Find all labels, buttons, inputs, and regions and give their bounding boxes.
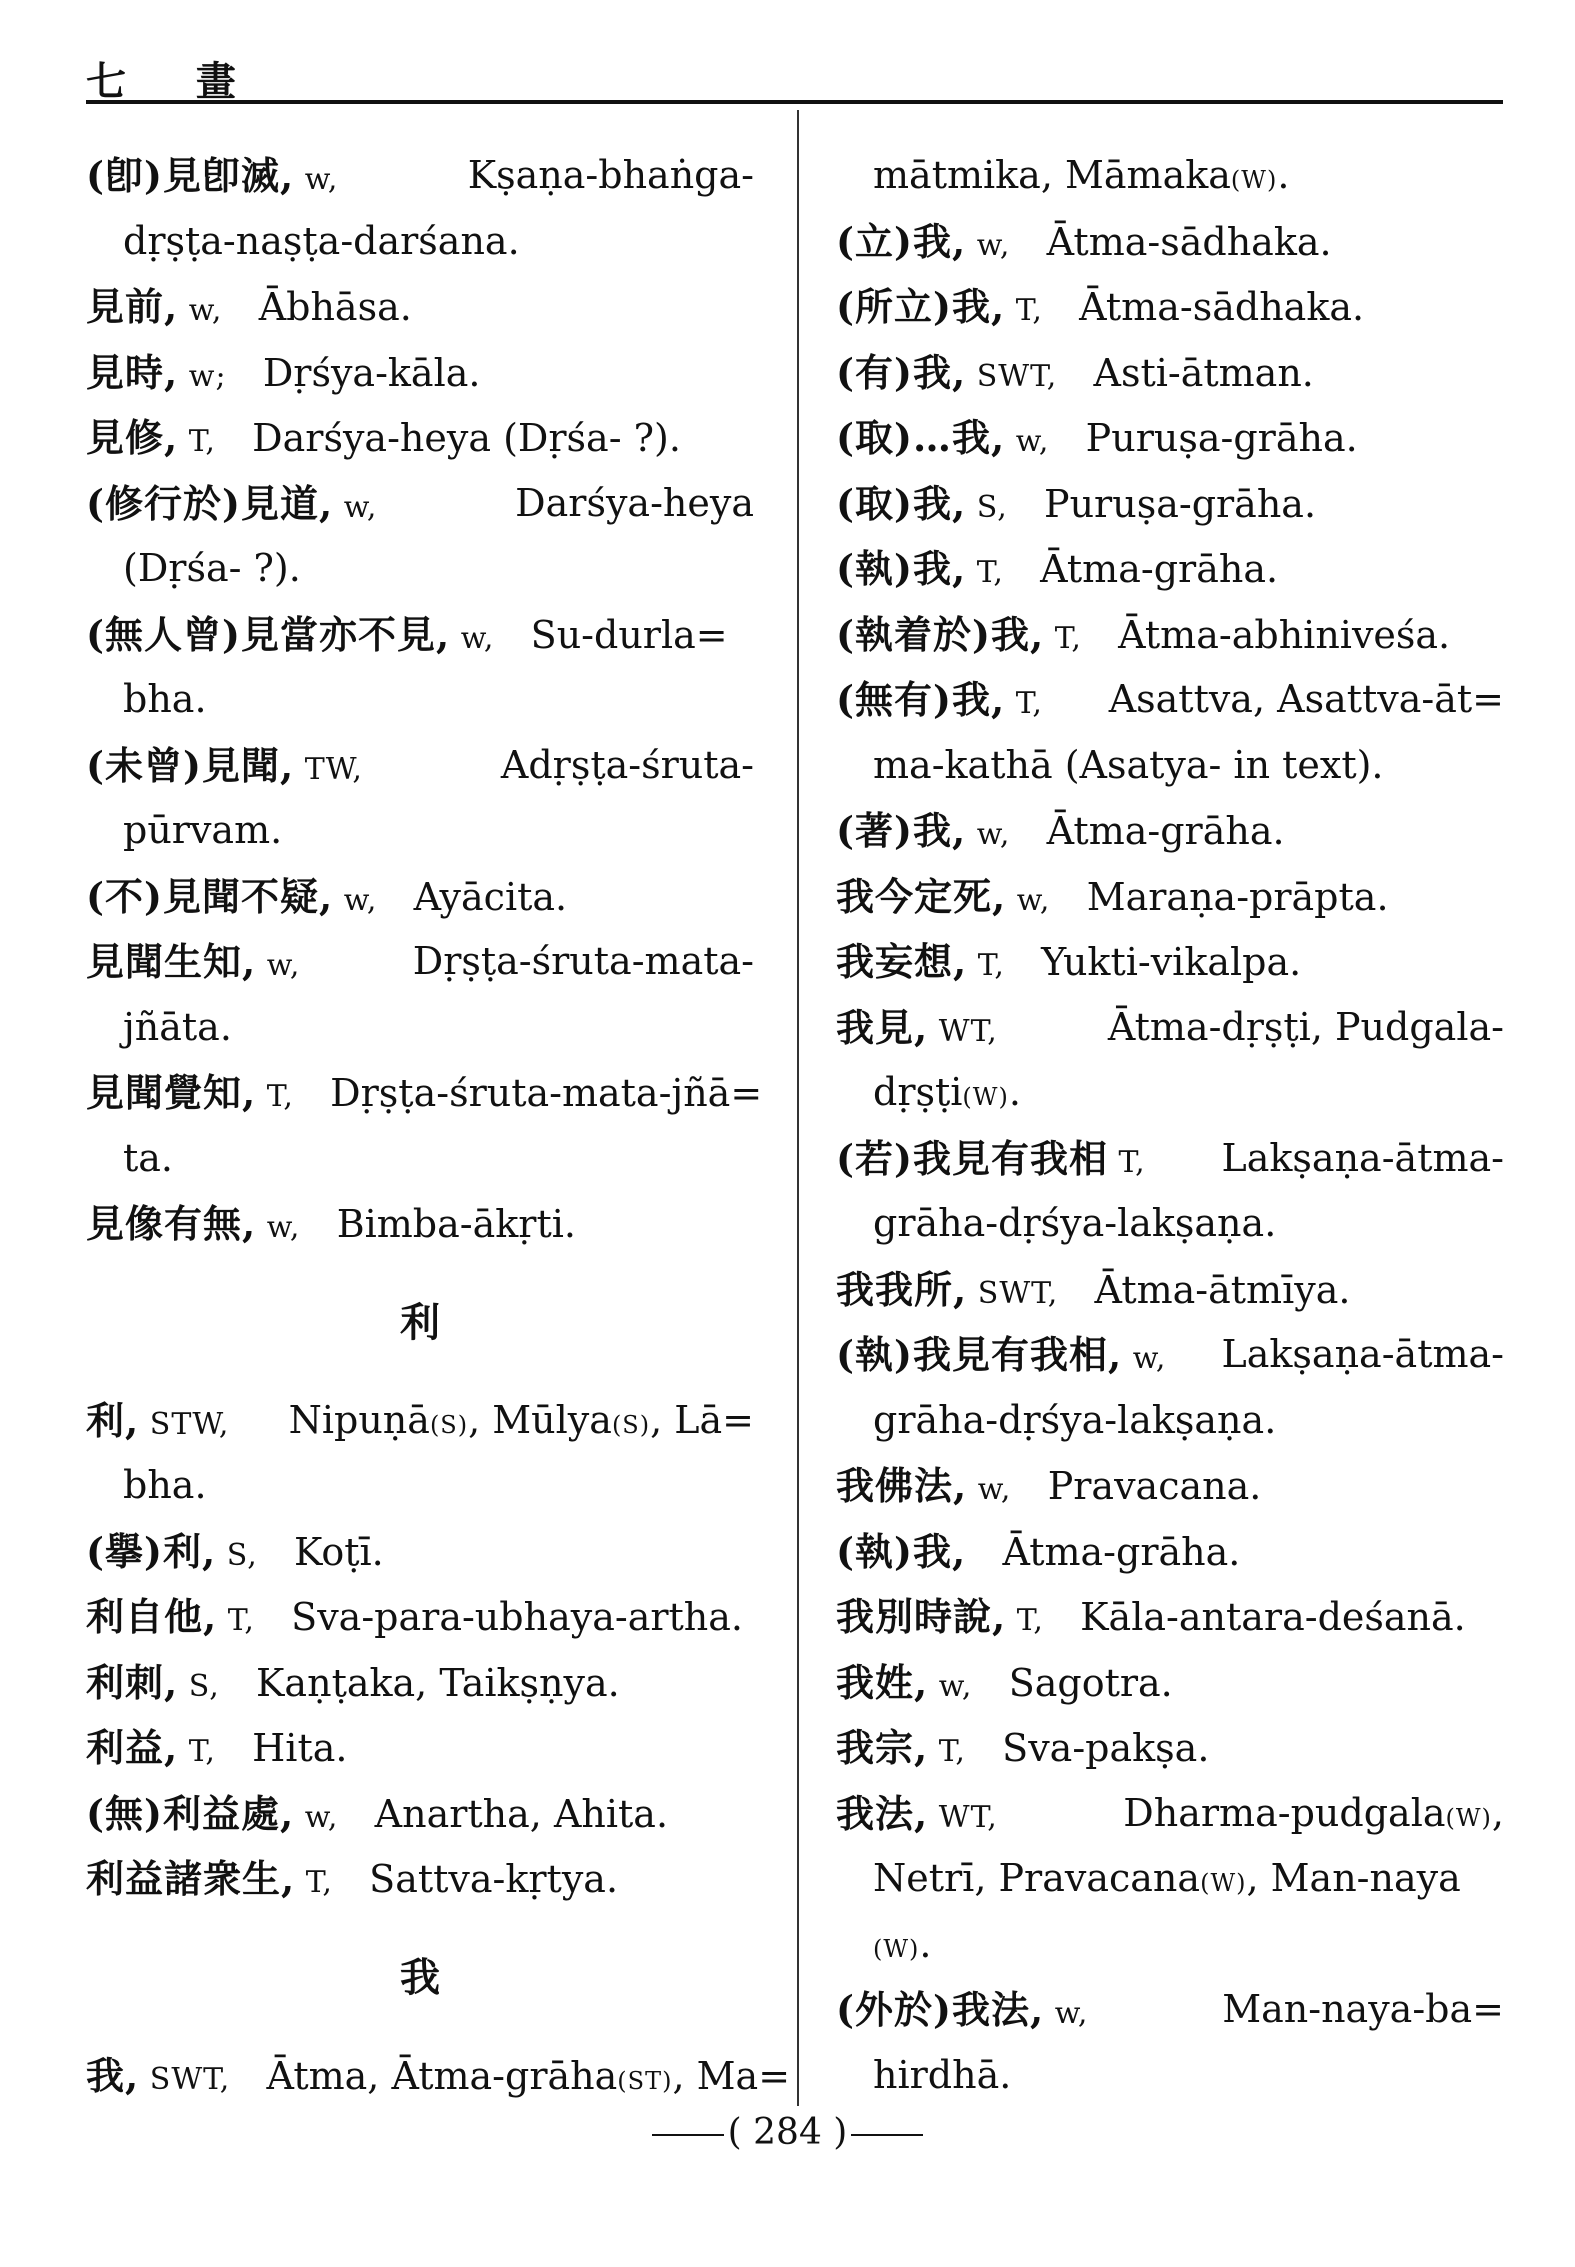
entry-head-group <box>86 1388 229 1454</box>
dictionary-entry <box>836 1584 1504 1650</box>
entry-sanskrit: Dṛṣṭa-śruta-mata- <box>412 939 754 983</box>
dictionary-entry <box>836 405 1504 471</box>
entry-source: w, <box>928 1668 973 1704</box>
entry-source: SWT, <box>967 1275 1059 1311</box>
entry-headword: (所立)我, <box>836 284 1006 329</box>
column-divider <box>797 110 799 2106</box>
entry-head-group <box>836 1661 972 1705</box>
entry-head-group <box>836 809 1010 853</box>
entry-head-group <box>86 1530 258 1574</box>
entry-line <box>836 1715 1504 1781</box>
entry-head-group <box>86 733 363 799</box>
entry-source: SWT, <box>139 2061 231 2097</box>
entry-source: w, <box>294 1799 339 1835</box>
entry-headword: (有)我, <box>836 349 967 395</box>
entry-line <box>86 864 754 930</box>
dictionary-entry <box>836 864 1504 930</box>
entry-line <box>836 340 1504 406</box>
entry-source: w, <box>1005 424 1050 459</box>
entry-line <box>86 1388 754 1454</box>
entry-line <box>836 274 1504 340</box>
entry-sanskrit: ma-kathā (Asatya- in text). <box>873 742 1384 787</box>
entry-head-group <box>86 2054 230 2098</box>
entry-head-group <box>86 1792 338 1836</box>
entry-line <box>86 1453 754 1519</box>
dictionary-entry <box>836 602 1504 668</box>
section-heading: 我 <box>400 1953 440 2001</box>
entry-source: S, <box>216 1537 258 1573</box>
entry-source: WT, <box>928 1013 998 1049</box>
entry-head-group <box>836 1268 1058 1312</box>
entry-source: w, <box>333 882 378 918</box>
left-column <box>86 143 791 2108</box>
dictionary-entry <box>86 1191 754 1257</box>
entry-sanskrit: Anartha, Ahita. <box>374 1791 669 1836</box>
entry-source: w, <box>294 162 339 197</box>
entry-head-group <box>836 1464 1011 1508</box>
entry-head-group <box>836 1595 1044 1639</box>
entry-line <box>86 471 754 537</box>
dictionary-entry <box>86 1846 754 1912</box>
entry-line <box>86 733 754 799</box>
header-rule <box>86 100 1503 104</box>
entry-sanskrit: Lakṣaṇa-ātma- <box>1221 1135 1504 1180</box>
entry-line <box>86 1781 754 1847</box>
entry-head-group <box>836 613 1082 657</box>
dictionary-entry <box>836 667 1504 798</box>
entry-source: w, <box>256 1210 301 1245</box>
page-footer <box>0 2112 1575 2153</box>
entry-headword: (執)我, <box>836 1528 967 1574</box>
entry-headword: 利自他, <box>86 1594 218 1639</box>
entry-headword: 利益, <box>86 1725 179 1770</box>
entry-source: WT, <box>928 1799 998 1835</box>
dictionary-entry <box>86 929 754 1060</box>
entry-head-group <box>836 667 1043 733</box>
entry-headword: (取)…我, <box>836 415 1006 460</box>
dictionary-entry <box>86 602 754 733</box>
entry-source: w, <box>450 620 495 656</box>
entry-head-group <box>86 351 227 395</box>
entry-sanskrit: Maraṇa-prāpta. <box>1086 874 1389 919</box>
dictionary-entry <box>86 1060 763 1191</box>
entry-headword: 我, <box>86 2052 140 2098</box>
footer-dash-right <box>851 2134 923 2136</box>
entry-sanskrit: Netrī, Pravacana(W), Man-naya <box>873 1856 1461 1900</box>
entry-line <box>86 536 754 602</box>
entry-head-group <box>86 613 494 657</box>
entry-line <box>836 798 1504 864</box>
entry-source: T, <box>178 424 216 459</box>
entry-headword: (取)我, <box>836 480 967 526</box>
entry-headword: (無人曾)見當亦不見, <box>86 611 451 657</box>
entry-source: SWT, <box>966 358 1058 394</box>
entry-head-group <box>86 875 377 919</box>
entry-head-group <box>86 471 377 537</box>
entry-sanskrit: jñāta. <box>123 1004 232 1049</box>
dictionary-entry <box>86 143 754 274</box>
entry-sanskrit: Puruṣa-grāha. <box>1085 416 1358 460</box>
entry-line <box>836 995 1504 1061</box>
entry-line <box>86 340 754 406</box>
entry-head-group <box>836 220 1010 264</box>
entry-source: T, <box>1005 686 1043 721</box>
entry-line <box>86 405 754 471</box>
entry-sanskrit: Ātma-grāha. <box>1040 547 1279 591</box>
entry-headword: 見聞生知, <box>86 939 257 984</box>
entry-sanskrit: Ātma, Ātma-grāha(ST), Ma= <box>266 2053 791 2098</box>
entry-headword: 我我所, <box>836 1266 968 1312</box>
entry-headword: 我別時說, <box>836 1594 1007 1639</box>
entry-line <box>836 1453 1504 1519</box>
entry-head-group <box>836 416 1049 460</box>
entry-source: T, <box>295 1865 333 1900</box>
entry-headword: 我今定死, <box>836 873 1007 919</box>
page-header-title: 七 畫 <box>86 58 264 105</box>
section-heading: 利 <box>400 1298 440 1346</box>
entry-line <box>836 1126 1504 1192</box>
entry-line <box>836 1388 1504 1454</box>
entry-headword: (無有)我, <box>836 677 1006 722</box>
entry-line <box>86 209 754 275</box>
right-column <box>836 143 1504 2108</box>
entry-line <box>836 1257 1504 1323</box>
dictionary-entry <box>86 1388 754 1519</box>
entry-sanskrit: Kāla-antara-deśanā. <box>1080 1595 1466 1639</box>
dictionary-entry <box>836 471 1504 537</box>
entry-sanskrit: Dṛśya-kāla. <box>262 350 481 395</box>
entry-head-group <box>86 1595 255 1639</box>
entry-sanskrit: Lakṣaṇa-ātma- <box>1221 1332 1504 1376</box>
entry-source: T, <box>1006 1603 1044 1638</box>
entry-headword: 見像有無, <box>86 1201 257 1246</box>
entry-sanskrit: Bimba-ākṛti. <box>336 1202 576 1246</box>
entry-head-group <box>836 940 1005 984</box>
dictionary-entry <box>836 995 1504 1126</box>
entry-sanskrit: Kṣaṇa-bhaṅga- <box>467 153 754 197</box>
dictionary-entry <box>836 1781 1504 1978</box>
entry-line <box>836 667 1504 733</box>
entry-head-group <box>836 1126 1146 1192</box>
dictionary-entry <box>86 405 754 471</box>
entry-source: T, <box>1005 293 1043 328</box>
dictionary-entry <box>836 1519 1504 1585</box>
entry-headword: (修行於)見道, <box>86 480 334 526</box>
entry-source: T, <box>1044 620 1082 656</box>
entry-source: w, <box>178 293 223 328</box>
entry-head-group <box>836 1977 1088 2043</box>
dictionary-entry <box>836 340 1504 406</box>
dictionary-entry <box>836 1126 1504 1257</box>
entry-sanskrit: Ātma-grāha. <box>1002 1529 1241 1574</box>
entry-sanskrit: Darśya-heya <box>515 480 754 525</box>
entry-source: w, <box>1122 1341 1167 1376</box>
entry-sanskrit: Ābhāsa. <box>258 285 412 329</box>
entry-headword: (立)我, <box>836 218 967 264</box>
entry-line <box>86 1519 754 1585</box>
entry-headword: (卽)見卽滅, <box>86 153 295 198</box>
entry-headword: 利益諸衆生, <box>86 1856 296 1901</box>
entry-headword: 我佛法, <box>836 1463 968 1508</box>
entry-line <box>86 667 754 733</box>
entry-head-group <box>836 285 1043 329</box>
entry-head-group <box>86 1071 294 1115</box>
entry-headword: (執)我, <box>836 546 967 591</box>
entry-head-group <box>86 143 338 209</box>
entry-line <box>836 1584 1504 1650</box>
entry-headword: 見前, <box>86 284 179 329</box>
entry-head-group <box>836 875 1050 919</box>
dictionary-entry <box>836 1977 1504 2108</box>
entry-source: w, <box>966 817 1011 852</box>
entry-line <box>86 1584 754 1650</box>
entry-sanskrit: Sagotra. <box>1008 1660 1173 1705</box>
entry-headword: (執着於)我, <box>836 611 1045 657</box>
entry-line <box>836 1519 1504 1585</box>
entry-line <box>836 1781 1504 1847</box>
entry-sanskrit: grāha-dṛśya-lakṣaṇa. <box>873 1397 1277 1442</box>
entry-source: w; <box>178 358 227 394</box>
entry-headword: (執)我見有我相, <box>836 1332 1123 1377</box>
entry-head-group <box>86 1661 220 1705</box>
entry-line <box>86 995 754 1061</box>
dictionary-entry <box>86 1584 754 1650</box>
entry-sanskrit: Su-durla= <box>530 612 728 657</box>
dictionary-entry <box>836 1715 1504 1781</box>
entry-line <box>836 1912 1504 1978</box>
entry-head-group <box>836 1322 1166 1388</box>
entry-line <box>86 274 754 340</box>
entry-sanskrit: Man-naya-ba= <box>1222 1987 1504 2031</box>
entry-source: w, <box>1044 1996 1089 2031</box>
entry-headword: 見時, <box>86 349 179 395</box>
dictionary-entry <box>836 929 1504 995</box>
entry-sanskrit: Asti-ātman. <box>1093 350 1314 395</box>
entry-sanskrit: hirdhā. <box>873 2052 1012 2097</box>
entry-line <box>86 1715 754 1781</box>
entry-line <box>86 929 754 995</box>
entry-head-group <box>86 416 216 460</box>
entry-line <box>86 143 754 209</box>
entry-source: TW, <box>294 751 363 787</box>
entry-source: w, <box>966 227 1011 263</box>
entry-sanskrit: Dṛṣṭa-śruta-mata-jñā= <box>330 1071 763 1115</box>
entry-sanskrit: dṛṣṭa-naṣṭa-darśana. <box>123 218 520 263</box>
entry-source: w, <box>256 948 301 983</box>
entry-headword: 我妄想, <box>836 939 968 984</box>
entry-line <box>836 143 1504 209</box>
entry-source: w, <box>1006 882 1051 918</box>
dictionary-entry <box>86 2043 791 2109</box>
entry-sanskrit: Adṛṣṭa-śruta- <box>500 742 754 787</box>
entry-source: T, <box>217 1603 255 1638</box>
entry-head-group <box>86 285 222 329</box>
entry-head-group <box>86 1726 216 1770</box>
entry-headword: (若)我見有我相 <box>836 1135 1108 1181</box>
entry-line <box>86 602 754 668</box>
entry-source: w, <box>967 1472 1012 1507</box>
entry-source: STW, <box>139 1406 230 1442</box>
dictionary-entry <box>836 209 1504 275</box>
entry-line <box>86 1650 754 1716</box>
entry-line <box>836 1322 1504 1388</box>
entry-line <box>836 471 1504 537</box>
dictionary-entry <box>836 798 1504 864</box>
entry-headword: 利刺, <box>86 1659 179 1705</box>
dictionary-entry <box>86 1650 754 1716</box>
page-number: ( 284 ) <box>727 2112 848 2153</box>
entry-sanskrit: bha. <box>123 677 207 721</box>
entry-sanskrit: Ātma-abhiniveśa. <box>1118 612 1451 657</box>
entry-line <box>836 1650 1504 1716</box>
entry-sanskrit: (Dṛśa- ?). <box>123 546 301 590</box>
entry-line <box>836 864 1504 930</box>
dictionary-entry <box>836 1453 1504 1519</box>
dictionary-entry <box>86 1519 754 1585</box>
entry-sanskrit: Sva-para-ubhaya-artha. <box>291 1595 743 1639</box>
entry-source: T, <box>966 555 1004 590</box>
entry-head-group <box>86 929 300 995</box>
entry-sanskrit: (W). <box>873 1921 932 1966</box>
entry-source: T, <box>256 1079 294 1114</box>
entry-sanskrit: Ātma-grāha. <box>1046 809 1285 853</box>
entry-source: w, <box>333 489 378 525</box>
entry-line <box>836 1191 1504 1257</box>
entry-sanskrit: Ātma-sādhaka. <box>1079 285 1365 329</box>
entry-line <box>836 2043 1504 2109</box>
entry-sanskrit: Sattva-kṛtya. <box>369 1857 619 1901</box>
entry-sanskrit: Dharma-pudgala(W), <box>1123 1790 1504 1835</box>
dictionary-entry <box>86 1781 754 1847</box>
entry-headword: (著)我, <box>836 808 967 853</box>
entry-sanskrit: Puruṣa-grāha. <box>1044 481 1317 526</box>
entry-source: S, <box>966 489 1008 525</box>
entry-headword: 我見, <box>836 1004 929 1050</box>
entry-line <box>836 929 1504 995</box>
dictionary-entry <box>836 1322 1504 1453</box>
entry-source: T, <box>967 948 1005 983</box>
entry-sanskrit: Hita. <box>252 1726 348 1770</box>
entry-sanskrit: Ayācita. <box>413 874 568 919</box>
entry-head-group <box>86 1857 333 1901</box>
entry-sanskrit: dṛṣṭi(W). <box>873 1070 1021 1114</box>
entry-sanskrit: Yukti-vikalpa. <box>1041 940 1302 984</box>
entry-sanskrit: Pravacana. <box>1047 1464 1262 1508</box>
entry-line <box>836 1977 1504 2043</box>
entry-head-group <box>836 1726 966 1770</box>
entry-head-group <box>836 547 1004 591</box>
entry-line <box>836 209 1504 275</box>
entry-head-group <box>836 482 1008 526</box>
entry-sanskrit: bha. <box>123 1463 207 1507</box>
entry-sanskrit: pūrvam. <box>123 808 283 852</box>
entry-line <box>836 536 1504 602</box>
entry-line <box>836 733 1504 799</box>
entry-headword: (外於)我法, <box>836 1987 1045 2032</box>
entry-sanskrit: Asattva, Asattva-āt= <box>1108 677 1504 721</box>
entry-headword: (不)見聞不疑, <box>86 873 334 919</box>
entry-line <box>86 1191 754 1257</box>
entry-head-group <box>836 995 998 1061</box>
entry-headword: (未曾)見聞, <box>86 742 295 788</box>
entry-headword: 見修, <box>86 415 179 460</box>
entry-sanskrit: Sva-pakṣa. <box>1002 1726 1210 1770</box>
entry-headword: 我法, <box>836 1790 929 1836</box>
entry-sanskrit: Nipuṇā(S), Mūlya(S), Lā= <box>288 1397 754 1442</box>
footer-dash-left <box>652 2134 724 2136</box>
entry-sanskrit: Ātma-ātmīya. <box>1094 1267 1351 1312</box>
dictionary-entry <box>86 471 754 602</box>
entry-sanskrit: Darśya-heya (Dṛśa- ?). <box>252 416 681 460</box>
entry-head-group <box>836 1781 998 1847</box>
entry-sanskrit: mātmika, Māmaka(W). <box>873 153 1290 197</box>
dictionary-entry <box>86 1715 754 1781</box>
entry-sanskrit: Ātma-sādhaka. <box>1046 219 1332 264</box>
dictionary-entry <box>836 143 1504 209</box>
dictionary-entry <box>86 274 754 340</box>
dictionary-entry <box>836 274 1504 340</box>
entry-sanskrit: grāha-dṛśya-lakṣaṇa. <box>873 1201 1277 1245</box>
entry-sanskrit: Kaṇṭaka, Taikṣṇya. <box>256 1660 620 1705</box>
entry-sanskrit: Ātma-dṛṣṭi, Pudgala- <box>1107 1004 1504 1049</box>
dictionary-entry <box>86 864 754 930</box>
dictionary-entry <box>836 1257 1504 1323</box>
entry-headword: 見聞覺知, <box>86 1070 257 1115</box>
entry-head-group <box>836 351 1057 395</box>
entry-source: T, <box>928 1734 966 1769</box>
entry-headword: 利, <box>86 1397 140 1443</box>
entry-headword: 我宗, <box>836 1725 929 1770</box>
entry-line <box>836 1060 1504 1126</box>
entry-head-group <box>836 1530 966 1574</box>
entry-source: T, <box>178 1734 216 1769</box>
dictionary-entry <box>836 536 1504 602</box>
entry-source: T, <box>1107 1144 1146 1180</box>
entry-sanskrit: ta. <box>123 1135 174 1180</box>
dictionary-entry <box>86 340 754 406</box>
entry-line <box>836 1846 1504 1912</box>
entry-line <box>86 2043 791 2109</box>
entry-headword: (擧)利, <box>86 1528 217 1574</box>
entry-line <box>836 405 1504 471</box>
entry-line <box>836 602 1504 668</box>
dictionary-entry <box>86 733 754 864</box>
dictionary-entry <box>836 1650 1504 1716</box>
entry-headword: (無)利益處, <box>86 1790 295 1836</box>
entry-sanskrit: Koṭī. <box>294 1529 384 1574</box>
entry-line <box>86 1126 754 1192</box>
entry-head-group <box>86 1202 300 1246</box>
entry-line <box>86 1060 763 1126</box>
entry-line <box>86 1846 754 1912</box>
entry-line <box>86 798 754 864</box>
entry-headword: 我姓, <box>836 1659 929 1705</box>
entry-source: S, <box>178 1668 220 1704</box>
